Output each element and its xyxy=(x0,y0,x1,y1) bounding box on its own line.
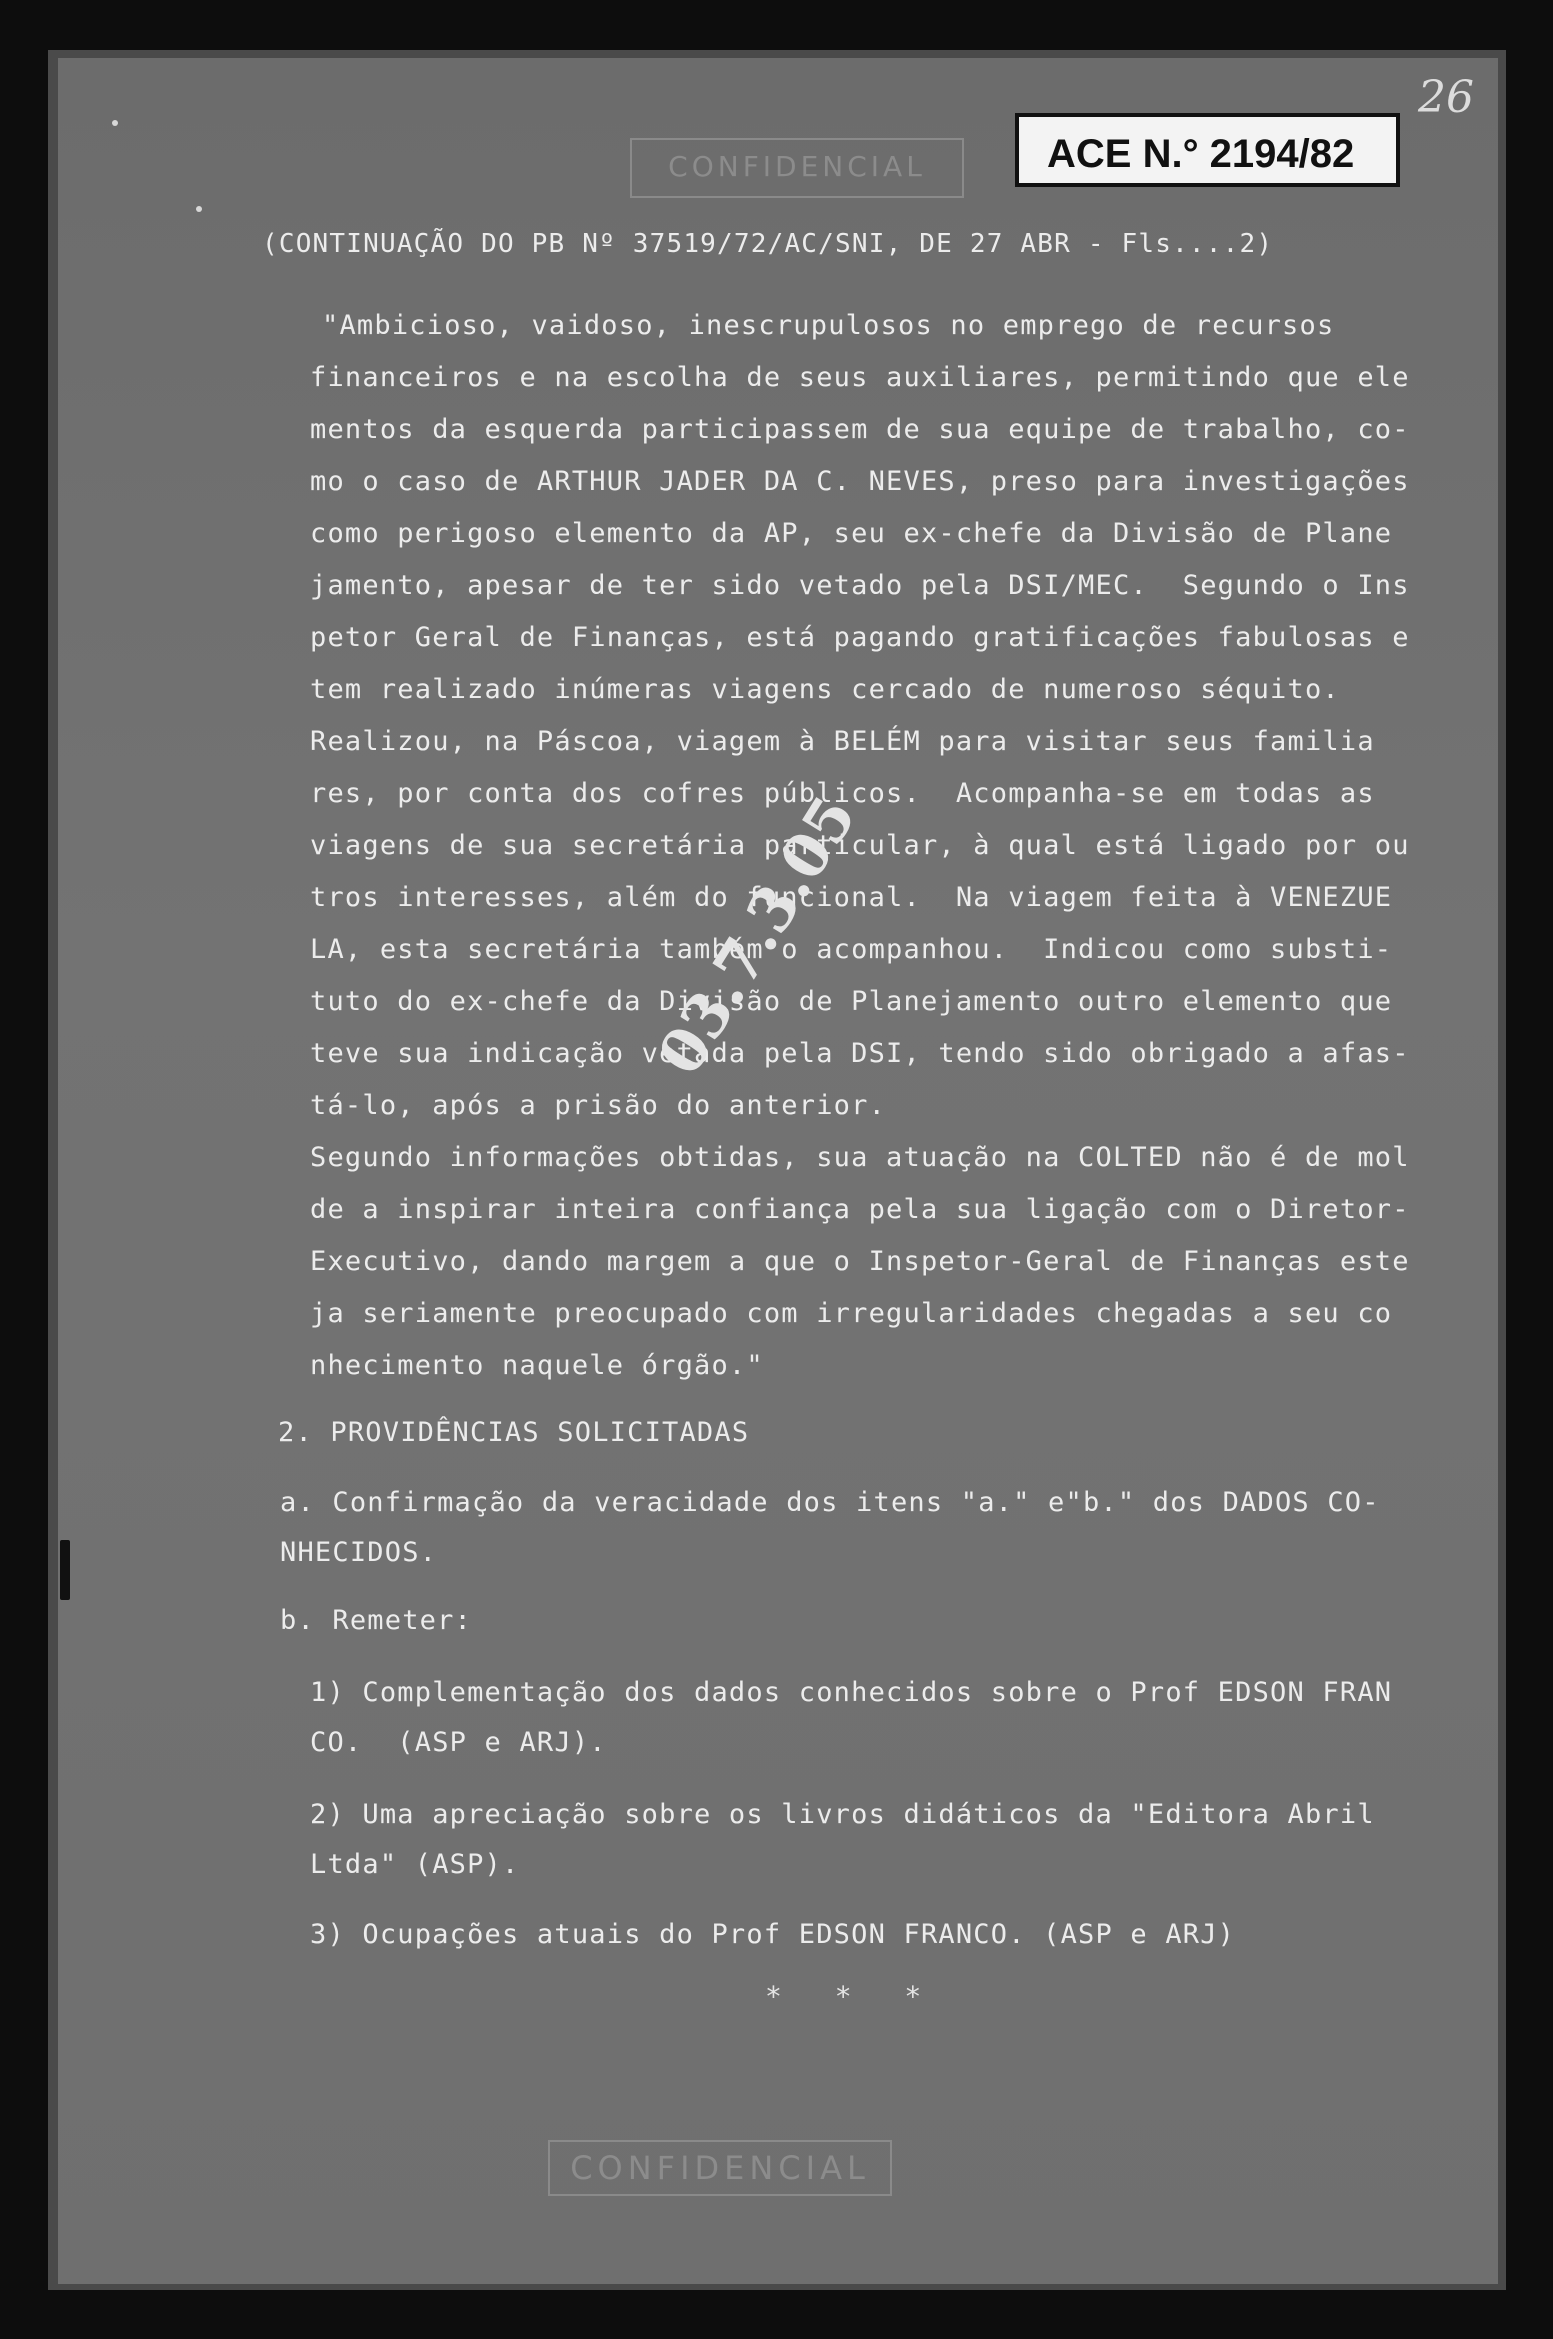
body-line: "Ambicioso, vaidoso, inescrupulosos no emprego de recursos xyxy=(322,310,1335,341)
section-title: 2. PROVIDÊNCIAS SOLICITADAS xyxy=(278,1417,750,1448)
item-b1-line: CO. (ASP e ARJ). xyxy=(310,1727,607,1758)
item-b3: 3) Ocupações atuais do Prof EDSON FRANCO. (ASP e ARJ) xyxy=(310,1919,1236,1950)
body-line: Executivo, dando margem a que o Inspetor-Geral de Finanças este xyxy=(310,1246,1410,1277)
item-b1-line: 1) Complementação dos dados conhecidos sobre o Prof EDSON FRAN xyxy=(310,1677,1393,1708)
item-b2-line: 2) Uma apreciação sobre os livros didáticos da "Editora Abril xyxy=(310,1799,1375,1830)
body-line: jamento, apesar de ter sido vetado pela DSI/MEC. Segundo o Ins xyxy=(310,570,1410,601)
body-line: ja seriamente preocupado com irregularidades chegadas a seu co xyxy=(310,1298,1393,1329)
body-line: LA, esta secretária também o acompanhou. Indicou como substi- xyxy=(310,934,1393,965)
body-line: petor Geral de Finanças, está pagando gratificações fabulosas e xyxy=(310,622,1410,653)
punch-hole-dot xyxy=(112,120,118,126)
body-line: Segundo informações obtidas, sua atuação na COLTED não é de mol xyxy=(310,1142,1410,1173)
punch-hole-dot xyxy=(196,206,202,212)
item-b: b. Remeter: xyxy=(280,1605,473,1636)
body-line: de a inspirar inteira confiança pela sua ligação com o Diretor- xyxy=(310,1194,1410,1225)
item-a-line: NHECIDOS. xyxy=(280,1537,438,1568)
body-line: res, por conta dos cofres públicos. Acompanha-se em todas as xyxy=(310,778,1375,809)
confidential-stamp-top: CONFIDENCIAL xyxy=(630,138,964,198)
body-line: teve sua indicação vetada pela DSI, tendo sido obrigado a afas- xyxy=(310,1038,1410,1069)
body-line: tem realizado inúmeras viagens cercado de numeroso séquito. xyxy=(310,674,1340,705)
scan-edge-mark xyxy=(60,1540,70,1600)
item-a-line: a. Confirmação da veracidade dos itens "a." e"b." dos DADOS CO- xyxy=(280,1487,1380,1518)
body-line: mo o caso de ARTHUR JADER DA C. NEVES, preso para investigações xyxy=(310,466,1410,497)
end-mark: * * * xyxy=(765,1980,940,2013)
body-line: tuto do ex-chefe da Divisão de Planejamento outro elemento que xyxy=(310,986,1393,1017)
handwritten-number: 03.7.3.05 xyxy=(645,784,871,1088)
page-number-handwritten: 26 xyxy=(1418,72,1474,123)
body-line: tá-lo, após a prisão do anterior. xyxy=(310,1090,887,1121)
body-line: Realizou, na Páscoa, viagem à BELÉM para visitar seus familia xyxy=(310,726,1375,757)
ace-number-stamp: ACE N.° 2194/82 xyxy=(1015,113,1400,187)
body-line: nhecimento naquele órgão." xyxy=(310,1350,764,1381)
body-line: como perigoso elemento da AP, seu ex-chefe da Divisão de Plane xyxy=(310,518,1393,549)
body-line: financeiros e na escolha de seus auxiliares, permitindo que ele xyxy=(310,362,1410,393)
body-line: viagens de sua secretária particular, à qual está ligado por ou xyxy=(310,830,1410,861)
confidential-stamp-bottom: CONFIDENCIAL xyxy=(548,2140,892,2196)
page-header: (CONTINUAÇÃO DO PB Nº 37519/72/AC/SNI, DE 27 ABR - Fls....2) xyxy=(262,229,1274,259)
body-line: tros interesses, além do funcional. Na viagem feita à VENEZUE xyxy=(310,882,1393,913)
item-b2-line: Ltda" (ASP). xyxy=(310,1849,520,1880)
body-line: mentos da esquerda participassem de sua equipe de trabalho, co- xyxy=(310,414,1410,445)
